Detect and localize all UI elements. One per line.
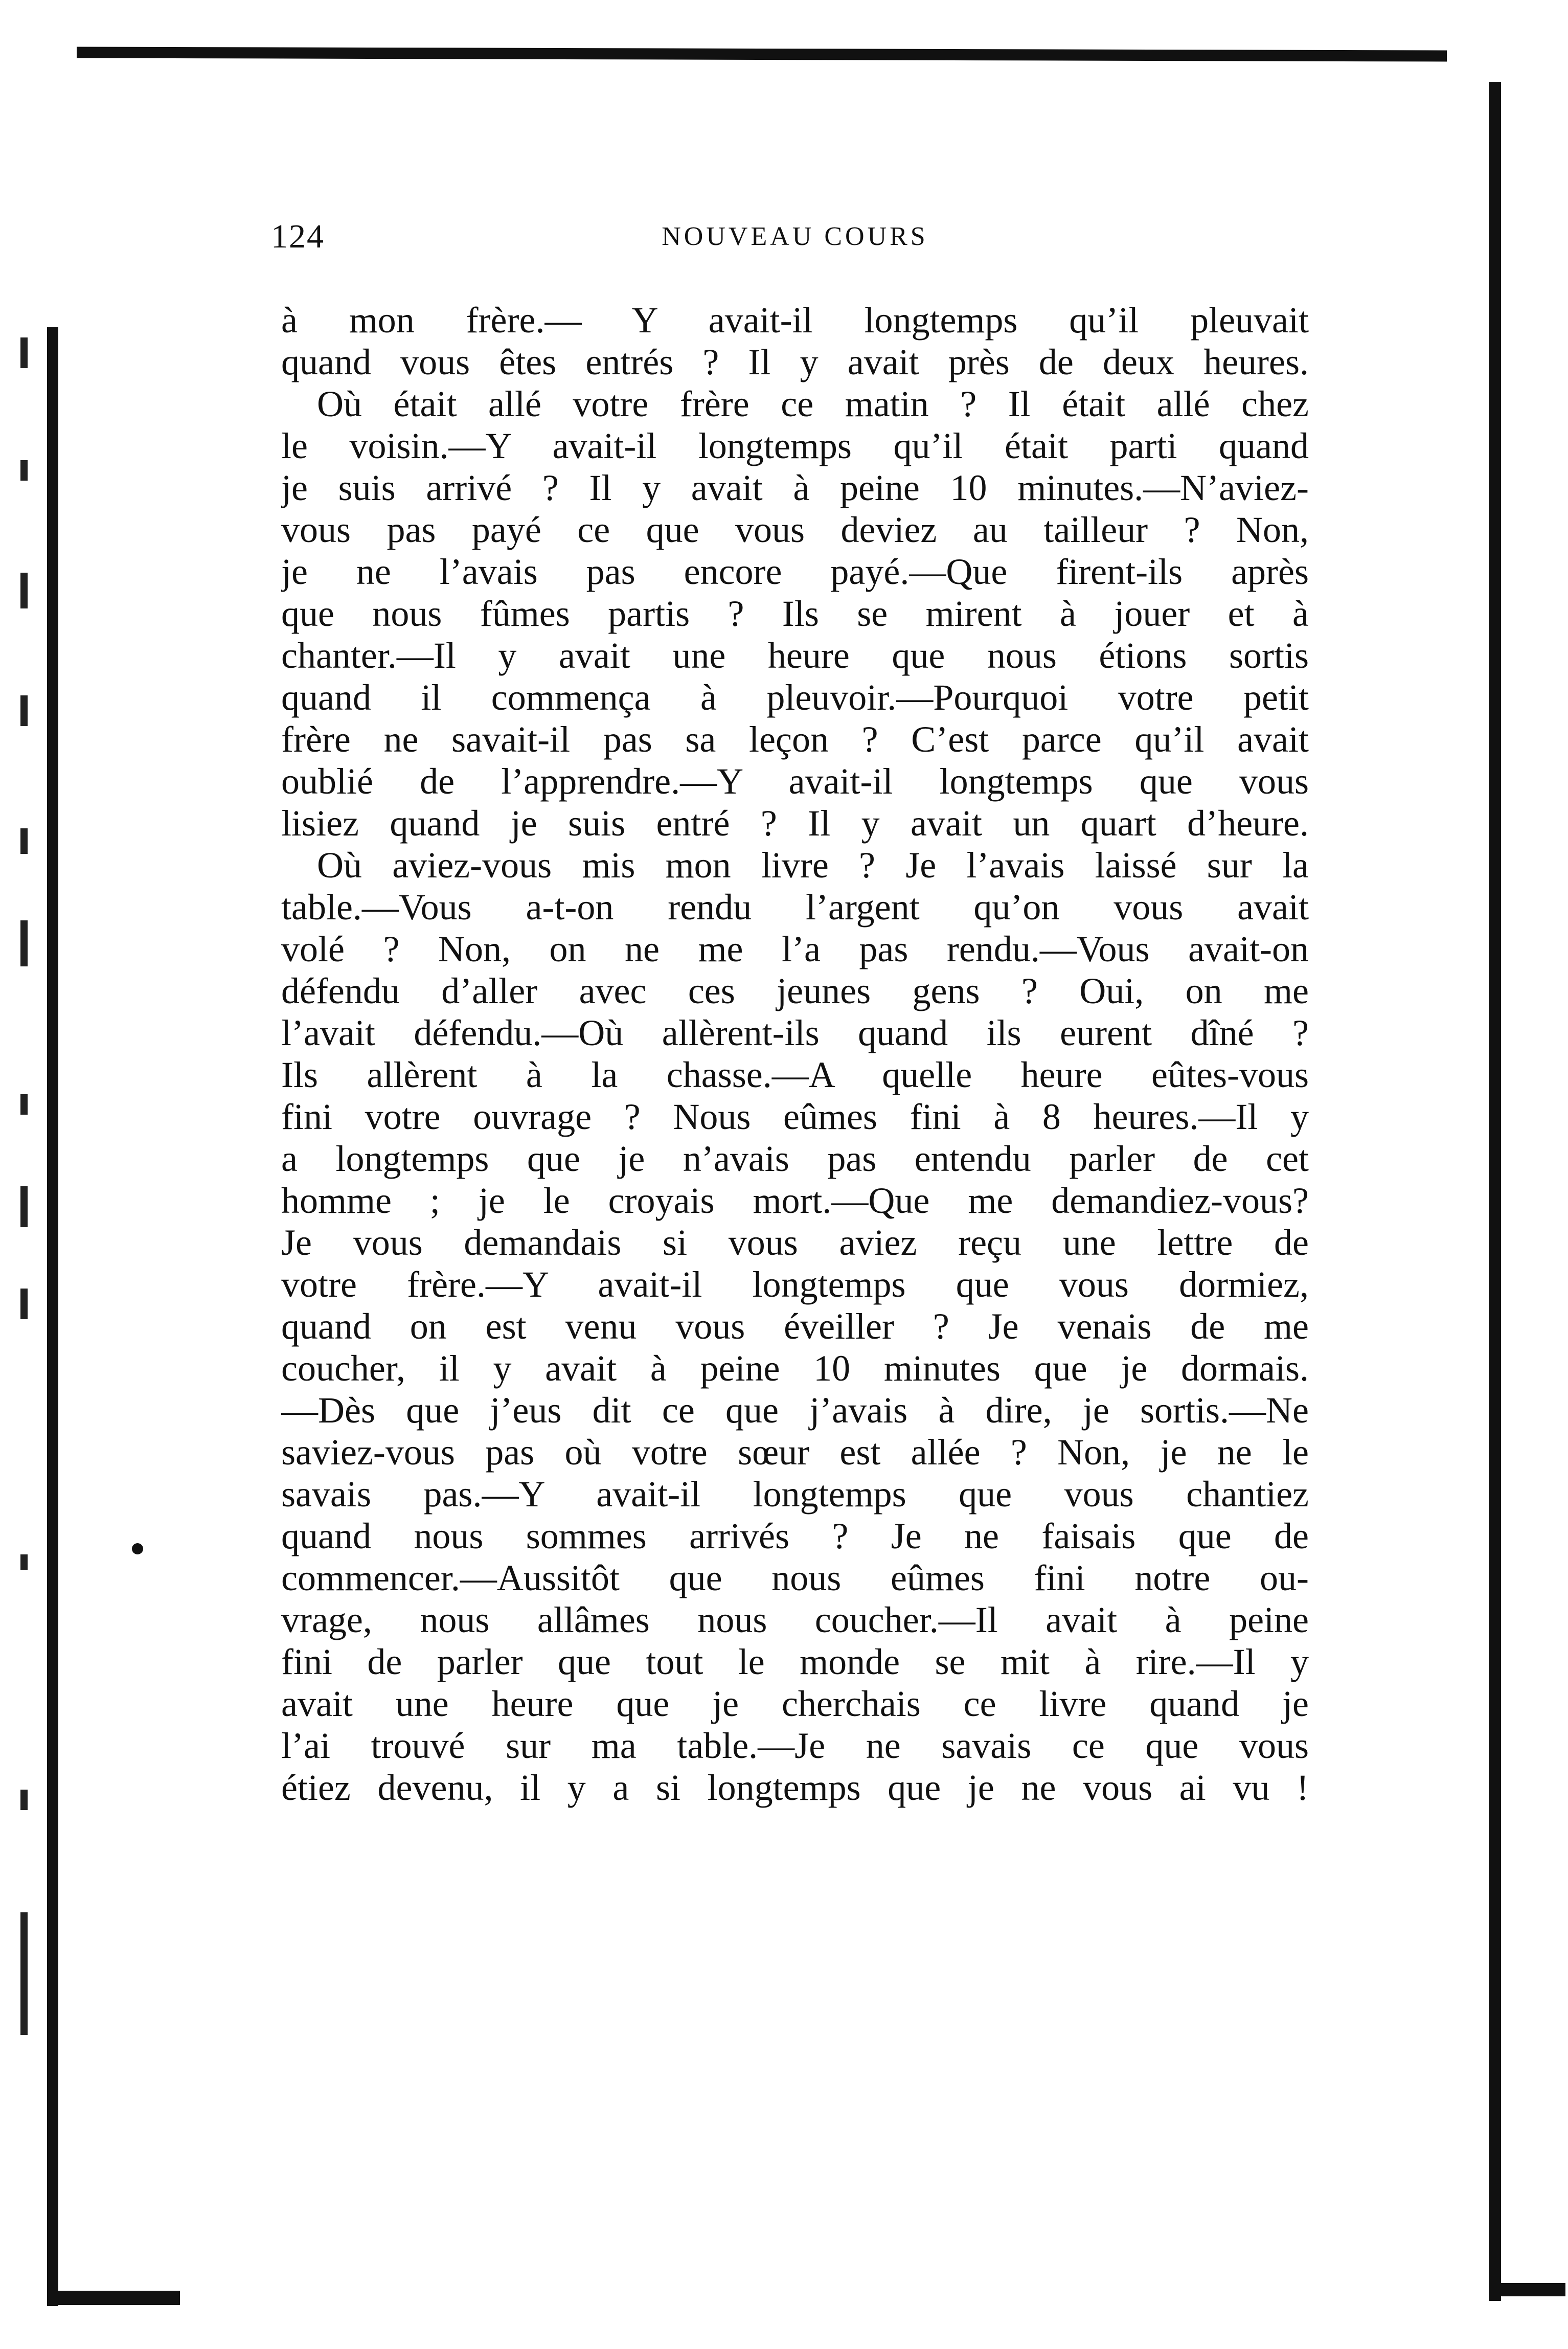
text-line: quand on est venu vous éveiller ? Je venais de me	[281, 1306, 1309, 1347]
text-line: à mon frère.— Y avait-il longtemps qu’il pleuvait	[281, 300, 1309, 341]
scan-edge-marks	[10, 327, 41, 1759]
text-line: —Dès que j’eus dit ce que j’avais à dire, je sortis.—Ne	[281, 1390, 1309, 1431]
page-number: 124	[271, 218, 325, 255]
text-line: lisiez quand je suis entré ? Il y avait un quart d’heure.	[281, 803, 1309, 844]
text-line: vous pas payé ce que vous deviez au tailleur ? Non,	[281, 509, 1309, 550]
text-line: avait une heure que je cherchais ce livre quand je	[281, 1683, 1309, 1724]
text-line: savais pas.—Y avait-il longtemps que vous chantiez	[281, 1474, 1309, 1515]
text-line: coucher, il y avait à peine 10 minutes que je dormais.	[281, 1348, 1309, 1389]
running-head	[271, 217, 1319, 258]
text-line: oublié de l’apprendre.—Y avait-il longtemps que vous	[281, 761, 1309, 802]
text-line: quand nous sommes arrivés ? Je ne faisais que de	[281, 1516, 1309, 1556]
text-line: vrage, nous allâmes nous coucher.—Il avait à peine	[281, 1599, 1309, 1640]
text-line: Où aviez-vous mis mon livre ? Je l’avais laissé sur la	[317, 845, 1309, 886]
text-line: Où était allé votre frère ce matin ? Il était allé chez	[317, 383, 1309, 424]
running-title: NOUVEAU COURS	[662, 222, 928, 251]
scan-speck-dot	[132, 1543, 143, 1554]
text-line: je ne l’avais pas encore payé.—Que firent-ils après	[281, 551, 1309, 592]
text-line: l’ai trouvé sur ma table.—Je ne savais ce que vous	[281, 1725, 1309, 1766]
text-line: le voisin.—Y avait-il longtemps qu’il était parti quand	[281, 425, 1309, 466]
text-line: étiez devenu, il y a si longtemps que je ne vous ai vu !	[281, 1767, 1309, 1808]
text-line: Ils allèrent à la chasse.—A quelle heure eûtes-vous	[281, 1054, 1309, 1095]
text-line: frère ne savait-il pas sa leçon ? C’est parce qu’il avait	[281, 719, 1309, 760]
text-line: quand vous êtes entrés ? Il y avait près de deux heures.	[281, 342, 1309, 382]
scan-border-left	[47, 327, 58, 2306]
scan-border-right	[1489, 82, 1501, 2301]
text-line: chanter.—Il y avait une heure que nous étions sortis	[281, 635, 1309, 676]
text-line: Je vous demandais si vous aviez reçu une lettre de	[281, 1222, 1309, 1263]
body-text	[281, 299, 1309, 1809]
text-line: volé ? Non, on ne me l’a pas rendu.—Vous avait-on	[281, 929, 1309, 969]
text-line: fini de parler que tout le monde se mit à rire.—Il y	[281, 1641, 1309, 1682]
text-line: que nous fûmes partis ? Ils se mirent à jouer et à	[281, 593, 1309, 634]
text-line: a longtemps que je n’avais pas entendu parler de cet	[281, 1138, 1309, 1179]
text-line: votre frère.—Y avait-il longtemps que vous dormiez,	[281, 1264, 1309, 1305]
text-line: fini votre ouvrage ? Nous eûmes fini à 8 heures.—Il y	[281, 1096, 1309, 1137]
text-line: table.—Vous a-t-on rendu l’argent qu’on vous avait	[281, 887, 1309, 928]
scan-border-top	[77, 47, 1447, 61]
text-line: homme ; je le croyais mort.—Que me demandiez-vous?	[281, 1180, 1309, 1221]
text-line: quand il commença à pleuvoir.—Pourquoi votre petit	[281, 677, 1309, 718]
scan-border-left-foot	[47, 2291, 180, 2305]
text-line: commencer.—Aussitôt que nous eûmes fini notre ou-	[281, 1557, 1309, 1598]
text-line: l’avait défendu.—Où allèrent-ils quand ils eurent dîné ?	[281, 1012, 1309, 1053]
text-line: défendu d’aller avec ces jeunes gens ? Oui, on me	[281, 970, 1309, 1011]
text-line: saviez-vous pas où votre sœur est allée ? Non, je ne le	[281, 1432, 1309, 1473]
scan-border-right-foot	[1489, 2283, 1565, 2296]
text-line: je suis arrivé ? Il y avait à peine 10 minutes.—N’aviez-	[281, 467, 1309, 508]
